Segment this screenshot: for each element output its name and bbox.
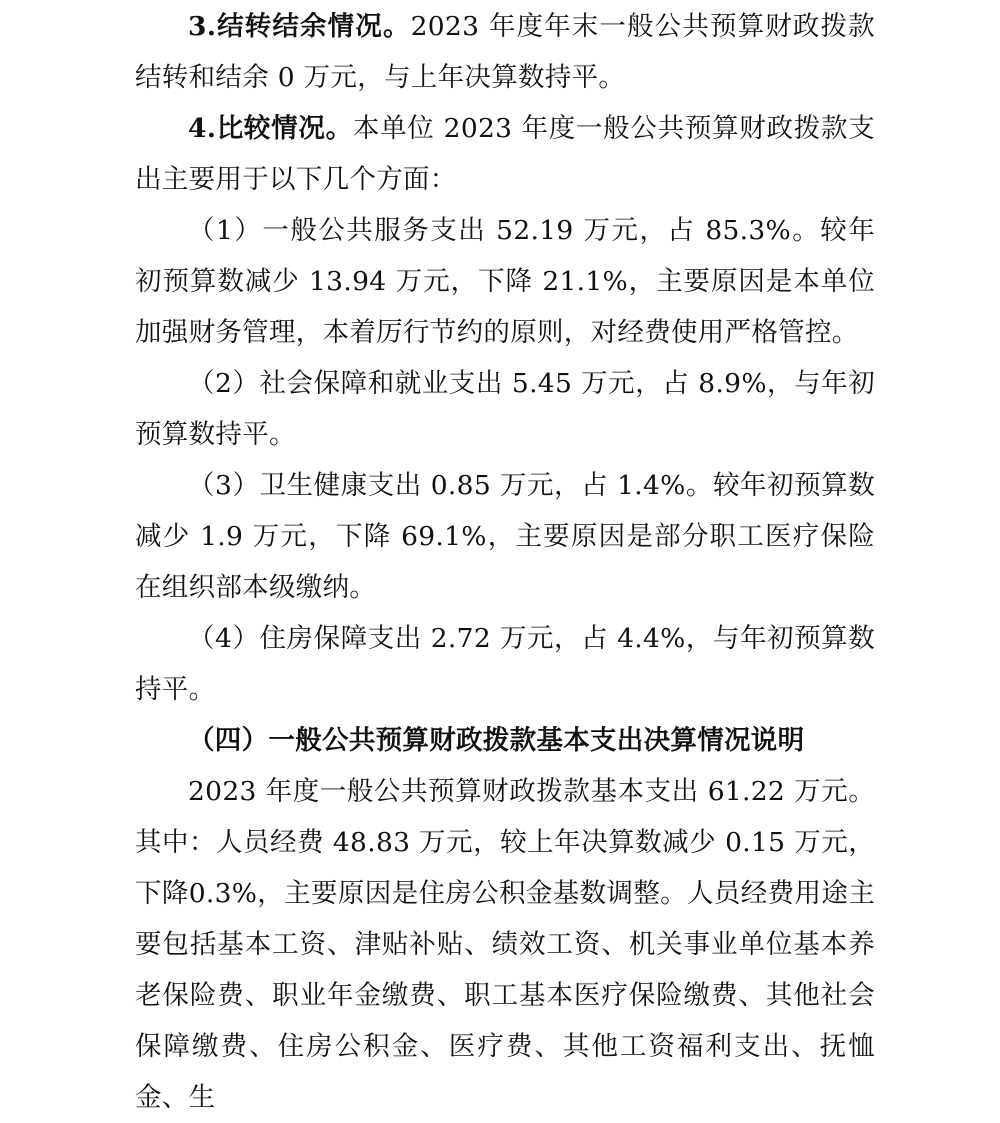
paragraph-text: 2023 年度年末一般公共预算财政拨款结转和结余 0 万元，与上年决算数持平。 — [135, 11, 875, 93]
paragraph-lead: 3.结转结余情况。 — [188, 11, 411, 42]
paragraph-item-3 — [135, 460, 875, 613]
paragraph-text: （1）一般公共服务支出 52.19 万元，占 85.3%。较年初预算数减少 13.94 万元，下降 21.1%，主要原因是本单位加强财务管理，本着厉行节约的原则，对经费使用严格管控。 — [135, 215, 875, 348]
paragraph-basic-expenditure: 2023 年度一般公共预算财政拨款基本支出 61.22 万元。其中：人员经费 48.83 万元，较上年决算数减少 0.15 万元，下降0.3%，主要原因是住房公积金基数调整。人员经费用途主要包括基本工资、津贴补贴、绩效工资、机关事业单位基本养老保险费、职业年金缴费、职工基本医疗保险缴费、其他社会保障缴费、住房公积金、医疗费、其他工资福利支出、抚恤金、生 — [135, 776, 875, 1113]
paragraph-item-1 — [135, 205, 875, 358]
paragraph-lead: 4.比较情况。 — [188, 113, 353, 144]
section-heading: （四）一般公共预算财政拨款基本支出决算情况说明 — [188, 725, 805, 756]
paragraph-text: （2）社会保障和就业支出 5.45 万元，占 8.9%，与年初预算数持平。 — [135, 368, 875, 450]
paragraph-text: 本单位 2023 年度一般公共预算财政拨款支出主要用于以下几个方面： — [135, 113, 876, 195]
paragraph-carryover — [135, 1, 875, 103]
paragraph-item-2 — [135, 358, 875, 460]
paragraph-comparison — [135, 103, 875, 205]
paragraph-item-4 — [135, 613, 875, 715]
paragraph-text: （3）卫生健康支出 0.85 万元，占 1.4%。较年初预算数减少 1.9 万元，下降 69.1%，主要原因是部分职工医疗保险在组织部本级缴纳。 — [135, 470, 875, 603]
paragraph-text: （4）住房保障支出 2.72 万元，占 4.4%，与年初预算数持平。 — [135, 623, 875, 705]
document-page — [135, 0, 875, 1123]
